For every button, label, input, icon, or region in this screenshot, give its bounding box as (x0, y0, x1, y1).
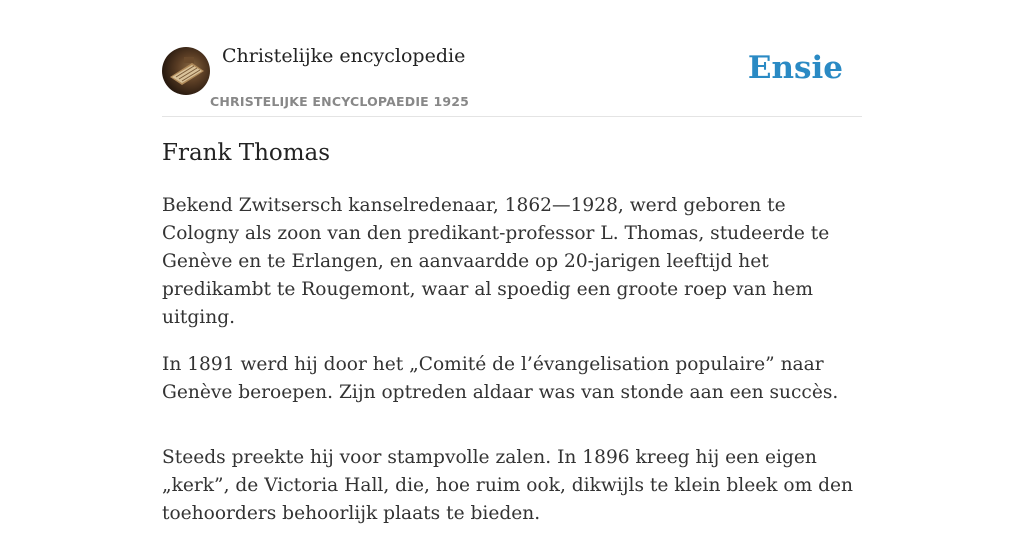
encyclopedia-avatar-icon[interactable] (162, 47, 210, 95)
article-body (162, 192, 862, 547)
article-paragraph: In 1891 werd hij door het „Comité de l’évangelisation populaire” naar Genève beroepen. Zijn optreden aldaar was van stonde aan een succès. (162, 354, 839, 403)
article-title: Frank Thomas (162, 140, 331, 166)
article-paragraph: Steeds preekte hij voor stampvolle zalen. In 1896 kreeg hij een eigen „kerk”, de Victoria Hall, die, hoe ruim ook, dikwijls te klein bleek om den toehoorders behoorlijk plaats te bieden. (162, 447, 853, 524)
site-header (162, 0, 862, 117)
site-subtitle: CHRISTELIJKE ENCYCLOPAEDIE 1925 (210, 94, 470, 109)
site-name[interactable]: Christelijke encyclopedie (222, 45, 466, 67)
article-paragraph: Bekend Zwitsersch kanselredenaar, 1862—1928, werd geboren te Cologny als zoon van den predikant-professor L. Thomas, studeerde te Genève en te Erlangen, en aanvaardde op 20-jarigen leeftijd het predikambt te Rougemont, waar al spoedig een groote roep van hem uitging. (162, 195, 830, 328)
ensie-logo-link[interactable]: Ensie (747, 50, 843, 86)
